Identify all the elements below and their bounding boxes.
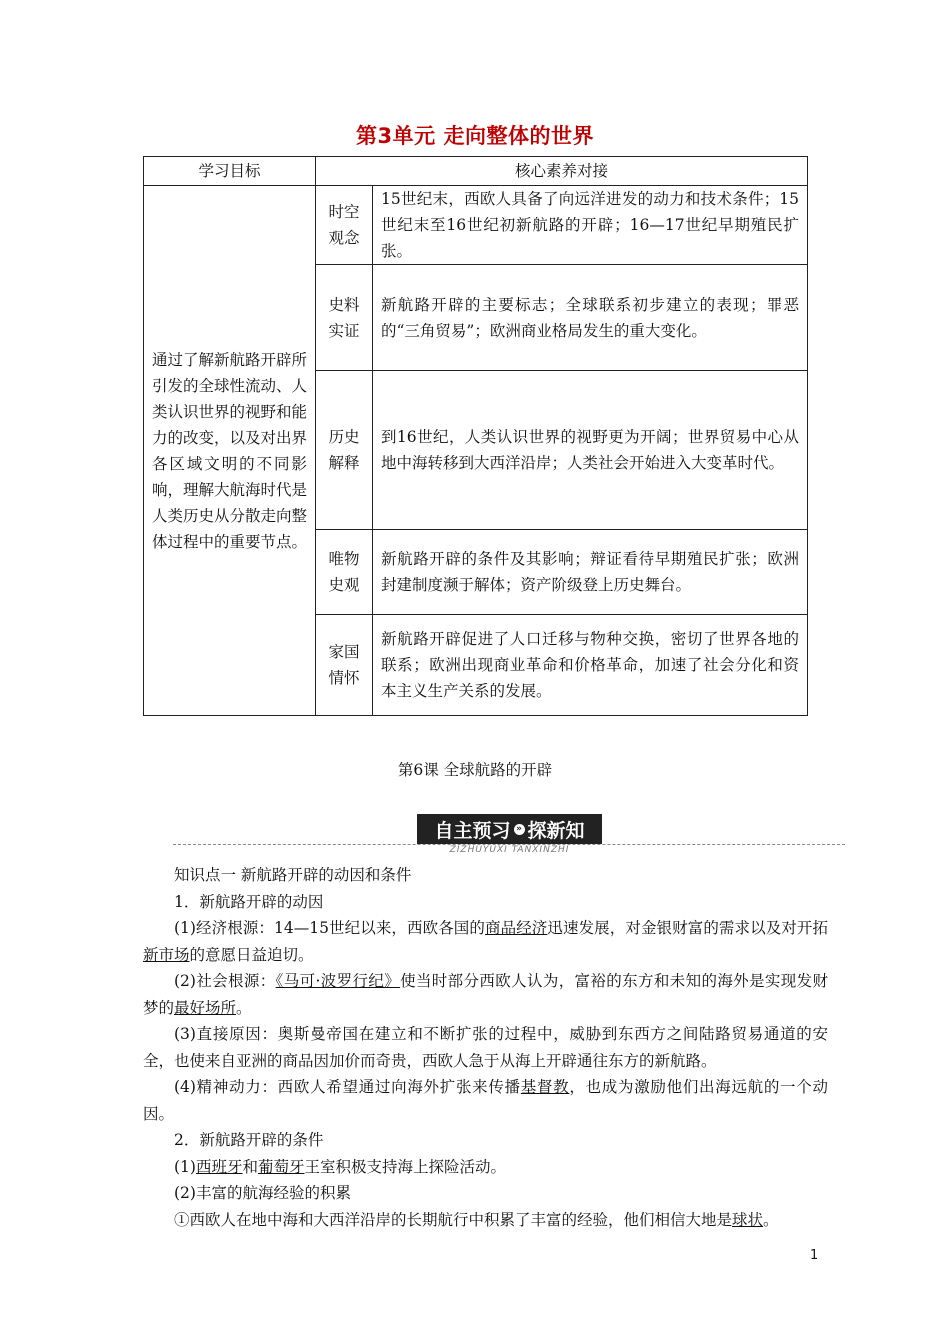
underlined-term: 球状 xyxy=(732,1210,764,1229)
paragraph: (2)丰富的航海经验的积累 xyxy=(174,1184,351,1202)
text-span: ，也成为激励他们出海远航的一个动因。 xyxy=(143,1078,828,1123)
page-number: 1 xyxy=(810,1248,819,1263)
row-category: 史料实证 xyxy=(316,265,373,371)
text-span: (1)经济根源：14—15世纪以来，西欧各国的 xyxy=(174,919,485,937)
section-banner xyxy=(173,812,845,855)
paragraph xyxy=(143,1154,828,1181)
goals-table xyxy=(143,156,808,716)
text-span: (4)精神动力：西欧人希望通过向海外扩张来传播 xyxy=(174,1078,521,1096)
row-category: 时空观念 xyxy=(316,186,373,265)
banner-right: 探新知 xyxy=(527,819,585,842)
paragraph xyxy=(143,1074,828,1127)
section-heading: 2．新航路开辟的条件 xyxy=(174,1131,324,1149)
underlined-term: 商品经济 xyxy=(485,919,548,937)
table-header-row xyxy=(144,157,808,186)
underlined-term: 基督教 xyxy=(520,1078,570,1096)
underlined-term: 最好场所 xyxy=(174,998,237,1017)
text-span: 使当时部分西欧人认为，富裕的东方和未知的海外是实现发财梦的 xyxy=(143,972,828,1017)
row-category: 家国情怀 xyxy=(316,615,373,716)
header-literacy: 核心素养对接 xyxy=(316,157,808,186)
knowledge-point-heading: 知识点一 新航路开辟的动因和条件 xyxy=(174,866,412,884)
row-category: 唯物史观 xyxy=(316,530,373,615)
arrow-icon: » xyxy=(514,824,525,835)
paragraph: (3)直接原因：奥斯曼帝国在建立和不断扩张的过程中，威胁到东西方之间陆路贸易通道的安全，也使来自亚洲的商品因加价而奇贵，西欧人急于从海上开辟通往东方的新航路。 xyxy=(143,1025,828,1070)
row-description: 新航路开辟促进了人口迁移与物种交换，密切了世界各地的联系；欧洲出现商业革命和价格革命，加速了社会分化和资本主义生产关系的发展。 xyxy=(373,615,808,716)
text-span: 迅速发展，对金银财富的需求以及对开拓 xyxy=(547,919,828,937)
section-heading: 1．新航路开辟的动因 xyxy=(174,892,324,911)
unit-title: 第3单元 走向整体的世界 xyxy=(356,124,594,148)
text-span: 王室积极支持海上探险活动。 xyxy=(304,1157,507,1176)
row-category: 历史解释 xyxy=(316,371,373,530)
body-text xyxy=(143,862,828,1233)
goal-text: 通过了解新航路开辟所引发的全球性流动、人类认识世界的视野和能力的改变，以及对出界各区域文明的不同影响，理解大航海时代是人类历史从分散走向整体过程中的重要节点。 xyxy=(144,186,316,716)
paragraph xyxy=(143,968,828,1021)
underlined-term: 葡萄牙 xyxy=(258,1157,305,1176)
text-span: (2)社会根源： xyxy=(174,972,276,990)
text-span: 。 xyxy=(236,998,252,1017)
row-description: 新航路开辟的主要标志；全球联系初步建立的表现；罪恶的“三角贸易”；欧洲商业格局发生的重大变化。 xyxy=(373,265,808,371)
lesson-title: 第6课 全球航路的开辟 xyxy=(397,761,553,779)
text-span: 和 xyxy=(242,1157,258,1176)
row-description: 新航路开辟的条件及其影响；辩证看待早期殖民扩张；欧洲封建制度濒于解体；资产阶级登上历史舞台。 xyxy=(373,530,808,615)
underlined-term: 西班牙 xyxy=(195,1157,243,1176)
paragraph xyxy=(143,915,828,968)
underlined-term: 新市场 xyxy=(143,945,190,964)
banner-left: 自主预习 xyxy=(434,819,511,842)
row-description: 15世纪末，西欧人具备了向远洋进发的动力和技术条件；15世纪末至16世纪初新航路的开辟；16—17世纪早期殖民扩张。 xyxy=(373,186,808,265)
paragraph xyxy=(143,1207,828,1234)
header-goal: 学习目标 xyxy=(144,157,316,186)
banner-label xyxy=(417,814,602,844)
table-row xyxy=(144,186,808,265)
underlined-term: 《马可·波罗行纪》 xyxy=(275,972,401,990)
text-span: (1) xyxy=(174,1157,196,1176)
text-span: ①西欧人在地中海和大西洋沿岸的长期航行中积累了丰富的经验，他们相信大地是 xyxy=(174,1210,733,1229)
row-description: 到16世纪，人类认识世界的视野更为开阔；世界贸易中心从地中海转移到大西洋沿岸；人类社会开始进入大变革时代。 xyxy=(373,371,808,530)
banner-subtitle: ZIZHUYUXI TANXINZHI xyxy=(449,845,570,855)
text-span: 。 xyxy=(763,1210,779,1229)
text-span: 的意愿日益迫切。 xyxy=(189,945,314,964)
